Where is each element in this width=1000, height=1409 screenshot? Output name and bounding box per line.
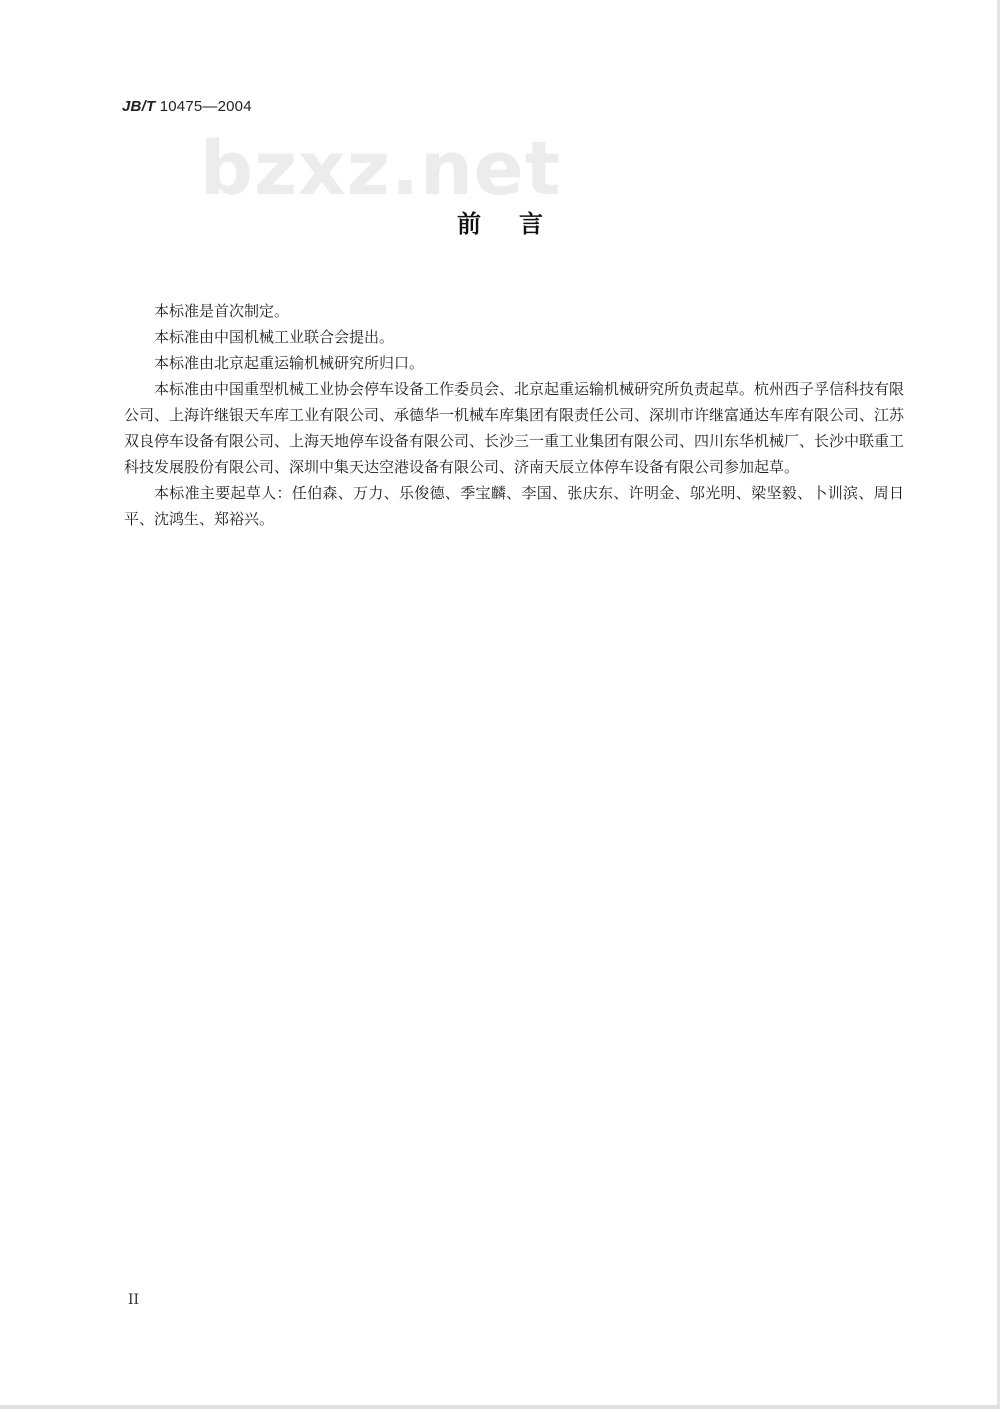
standard-code — [122, 98, 252, 115]
standard-prefix: JB/T — [122, 98, 156, 115]
paragraph-centralized-by: 本标准由北京起重运输机械研究所归口。 — [154, 354, 425, 372]
foreword-body — [124, 298, 904, 532]
paragraph-first-edition: 本标准是首次制定。 — [154, 302, 290, 320]
standard-number: 10475—2004 — [159, 98, 252, 115]
watermark-logo: bzxz.net — [200, 126, 562, 212]
paragraph-proposed-by: 本标准由中国机械工业联合会提出。 — [154, 328, 395, 346]
page-title: 前言 — [457, 210, 581, 238]
paragraph-main-drafters: 本标准主要起草人：任伯森、万力、乐俊德、季宝麟、李国、张庆东、许明金、邬光明、梁坚毅、卜训滨、周日平、沈鸿生、郑裕兴。 — [124, 484, 904, 528]
paragraph-drafting-units: 本标准由中国重型机械工业协会停车设备工作委员会、北京起重运输机械研究所负责起草。杭州西子孚信科技有限公司、上海许继银天车库工业有限公司、承德华一机械车库集团有限责任公司、深圳市许继富通达车库有限公司、江苏双良停车设备有限公司、上海天地停车设备有限公司、长沙三一重工业集团有限公司、四川东华机械厂、长沙中联重工科技发展股份有限公司、深圳中集天达空港设备有限公司、济南天辰立体停车设备有限公司参加起草。 — [124, 380, 905, 476]
page-number: II — [128, 1292, 140, 1308]
